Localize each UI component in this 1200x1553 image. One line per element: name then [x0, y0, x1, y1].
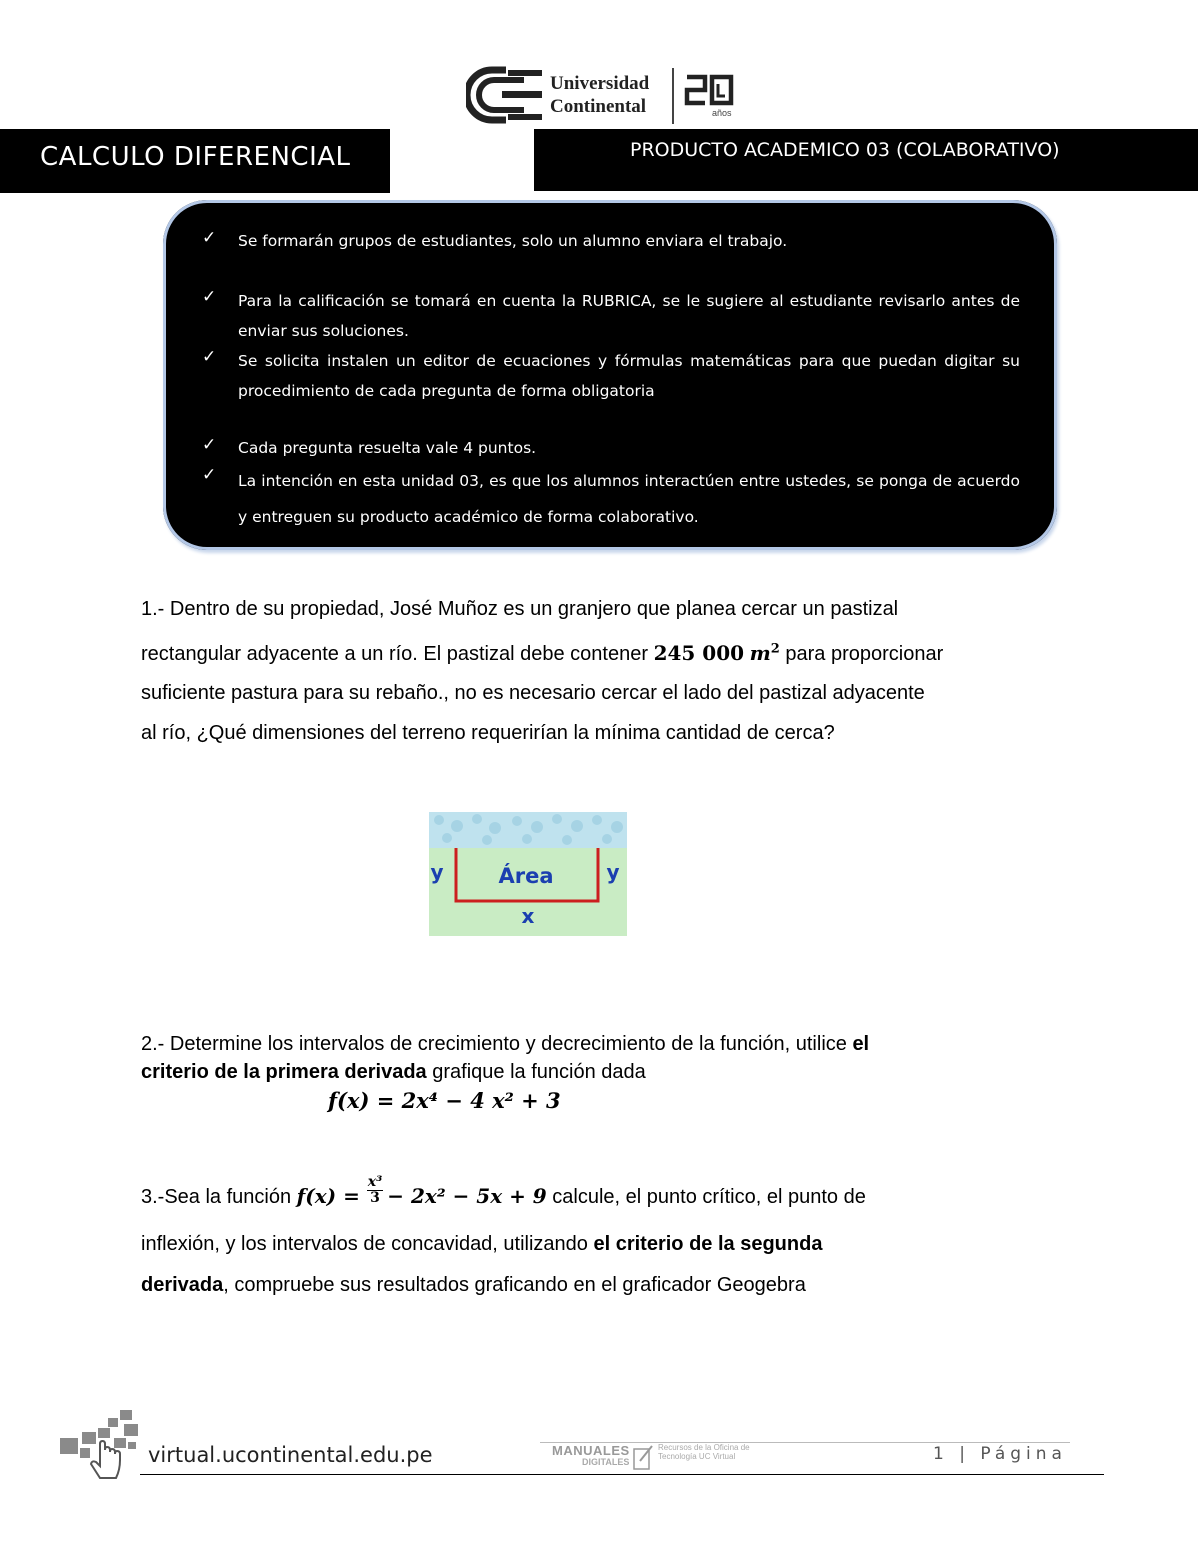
- left-side-label: y: [430, 860, 444, 884]
- university-logo: [466, 66, 738, 124]
- problem2-formula: f(x) = 2x⁴ − 4 x² + 3: [328, 1088, 561, 1113]
- page-number: [933, 1444, 1067, 1464]
- check-icon: ✓: [202, 465, 217, 485]
- check-icon: ✓: [202, 228, 217, 248]
- problem3-bold: derivada: [141, 1274, 224, 1296]
- problem3-line: [141, 1274, 806, 1297]
- uc-logo-icon: [466, 66, 544, 124]
- rule-item: Cada pregunta resuelta vale 4 puntos.: [238, 439, 537, 457]
- problem3-formula-lhs: f(x) =: [296, 1184, 367, 1208]
- problem3-line: [141, 1174, 866, 1209]
- rule-item: La intención en esta unidad 03, es que los alumnos interactúen entre ustedes, se ponga de acuerdo y entreguen su producto académico de forma colaborativo.: [238, 472, 1020, 526]
- page-number-value: 1: [933, 1444, 949, 1464]
- document-edit-icon: [632, 1443, 654, 1471]
- course-title: CALCULO DIFERENCIAL: [40, 142, 351, 172]
- bottom-side-label: x: [521, 904, 535, 928]
- problem3-text: , compruebe sus resultados graficando en el graficador Geogebra: [223, 1274, 806, 1296]
- problem3-line: [141, 1233, 822, 1256]
- area-unit: m: [749, 641, 771, 665]
- area-value: 245 000: [653, 641, 745, 665]
- problem1-line: suficiente pastura para su rebaño., no es necesario cercar el lado del pastizal adyacente: [141, 682, 925, 704]
- problem3-fraction: [367, 1175, 383, 1206]
- area-label: Área: [498, 864, 554, 888]
- problem1-text: rectangular adyacente a un río. El pastizal debe contener: [141, 643, 654, 665]
- page-label: | Página: [959, 1444, 1067, 1464]
- anniversary-20-icon: [684, 72, 736, 110]
- right-side-label: y: [606, 860, 620, 884]
- manuales-digitales-logo: [552, 1443, 762, 1475]
- problem1-line: [141, 641, 943, 666]
- problem2-text: 2.- Determine los intervalos de crecimiento y decrecimiento de la función, utilice: [141, 1033, 853, 1055]
- problem2-line: [141, 1061, 646, 1084]
- check-icon: ✓: [202, 287, 217, 307]
- fraction-denominator: 3: [370, 1190, 380, 1207]
- problem2-line: [141, 1033, 869, 1056]
- virtual-campus-icon: [58, 1408, 142, 1484]
- pasture-diagram-graphic: [429, 812, 627, 936]
- check-icon: ✓: [202, 347, 217, 367]
- manuales-line1: MANUALES: [552, 1443, 630, 1458]
- problem3-text: 3.-Sea la función: [141, 1186, 297, 1208]
- rule-item: Se solicita instalen un editor de ecuaciones y fórmulas matemáticas para que puedan digitar su procedimiento de cada pregunta de forma obligatoria: [238, 352, 1020, 400]
- product-title: PRODUCTO ACADEMICO 03 (COLABORATIVO): [630, 139, 1060, 161]
- anniversary-label: años: [712, 108, 732, 118]
- pasture-diagram: [429, 812, 627, 936]
- problem2-text: grafique la función dada: [426, 1061, 646, 1083]
- problem1-text: para proporcionar: [779, 643, 944, 665]
- manuales-line2: DIGITALES: [582, 1457, 630, 1467]
- footer-url[interactable]: virtual.ucontinental.edu.pe: [148, 1443, 433, 1467]
- check-icon: ✓: [202, 435, 217, 455]
- problem2-bold: el: [852, 1033, 870, 1055]
- manuales-side-text: Recursos de la Oficina de Tecnología UC Virtual: [658, 1443, 750, 1461]
- problem1-line: al río, ¿Qué dimensiones del terreno requerirían la mínima cantidad de cerca?: [141, 722, 835, 744]
- university-name-line2: Continental: [550, 96, 647, 117]
- problem1-line: 1.- Dentro de su propiedad, José Muñoz es un granjero que planea cercar un pastizal: [141, 598, 899, 620]
- rule-item: Se formarán grupos de estudiantes, solo un alumno enviara el trabajo.: [238, 232, 788, 250]
- university-name-line1: Universidad: [550, 73, 650, 94]
- problem3-bold: el criterio de la segunda: [593, 1233, 823, 1255]
- fraction-numerator: x³: [367, 1174, 383, 1191]
- problem3-text: calcule, el punto crítico, el punto de: [546, 1186, 866, 1208]
- rule-item: Para la calificación se tomará en cuenta la RUBRICA, se le sugiere al estudiante revisarlo antes de enviar sus soluciones.: [238, 292, 1020, 340]
- problem2-bold: criterio de la primera derivada: [141, 1061, 427, 1083]
- problem3-text: inflexión, y los intervalos de concavidad, utilizando: [141, 1233, 594, 1255]
- logo-divider: [672, 68, 674, 124]
- problem3-formula-rhs: − 2x² − 5x + 9: [387, 1184, 547, 1208]
- area-exponent: 2: [770, 641, 780, 657]
